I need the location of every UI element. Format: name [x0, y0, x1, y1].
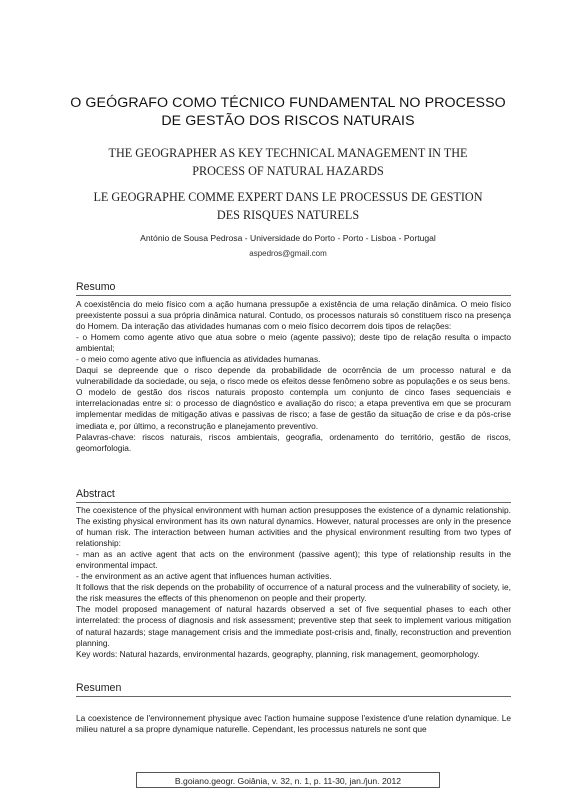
abstract-divider: [76, 502, 511, 503]
resumo-body: [76, 299, 511, 454]
journal-citation-footer: B.goiano.geogr. Goiânia, v. 32, n. 1, p. 11-30, jan./jun. 2012: [136, 772, 440, 788]
resumo-paragraph: - o Homem como agente ativo que atua sobre o meio (agente passivo); deste tipo de relação resulta o impacto ambiental;: [76, 332, 511, 354]
resumen-paragraph: La coexistence de l'environnement physique avec l'action humaine suppose l'existence d'une relation dynamique. Le milieu naturel a sa propre dynamique naturelle. Cependant, les processus naturels ne sont que: [76, 713, 511, 735]
resumo-paragraph: A coexistência do meio físico com a ação humana pressupõe a existência de uma relação dinâmica. O meio físico preexistente possui a sua própria dinâmica natural. Contudo, os processos naturais só constituem risco na presença do Homem. Da interação das atividades humanas com o meio físico decorrem dois tipos de relações:: [76, 299, 511, 332]
title-portuguese: [60, 94, 516, 130]
author-email[interactable]: aspedros@gmail.com: [249, 249, 327, 258]
resumo-heading: Resumo: [76, 281, 116, 293]
resumen-body: [76, 713, 511, 736]
abstract-paragraph: The model proposed management of natural hazards observed a set of five sequential phases to each other interrelated: the process of diagnosis and risk assessment; preventive step that seek to implement various mitigation of natural hazards; stage management crisis and the immediate post-crisis and, finally, reconstruction and prevention planning.: [76, 604, 511, 648]
abstract-paragraph: - the environment as an active agent that influences human activities.: [76, 571, 332, 582]
abstract-paragraph: It follows that the risk depends on the probability of occurrence of a natural process and the vulnerability of society, ie, the risk measures the effects of this phenomenon on people and their property.: [76, 582, 511, 604]
title-pt-line-2: DE GESTÃO DOS RISCOS NATURAIS: [161, 113, 415, 129]
resumo-paragraph: - o meio como agente ativo que influencia as atividades humanas.: [76, 354, 321, 365]
abstract-paragraph: - man as an active agent that acts on the environment (passive agent); this type of relationship results in the environmental impact.: [76, 549, 511, 571]
resumo-keywords: Palavras-chave: riscos naturais, riscos ambientais, geografia, ordenamento do território, gestão de riscos, geomorfologia.: [76, 431, 511, 453]
resumen-heading: Resumen: [76, 682, 122, 694]
abstract-keywords: Key words: Natural hazards, environmental hazards, geography, planning, risk management, geomorphology.: [76, 648, 480, 659]
title-pt-line-1: O GEÓGRAFO COMO TÉCNICO FUNDAMENTAL NO PROCESSO: [70, 95, 506, 111]
title-french: [60, 188, 516, 224]
resumo-paragraph: O modelo de gestão dos riscos naturais proposto contempla um conjunto de cinco fases sequenciais e interrelacionadas entre si: o processo de diagnóstico e avaliação do risco; a etapa preventiva em que se procuram implementar medidas de mitigação ativas e passivas de risco; a fase de gestão da situação de crise e da pós-crise imediata e, por último, a reconstrução e planejamento preventivo.: [76, 387, 511, 431]
abstract-heading: Abstract: [76, 488, 115, 500]
title-fr-line-2: DES RISQUES NATURELS: [216, 208, 360, 222]
author-affiliation: António de Sousa Pedrosa - Universidade do Porto - Porto - Lisboa - Portugal: [140, 233, 436, 243]
resumo-paragraph: Daqui se depreende que o risco depende da probabilidade de ocorrência de um processo natural e da vulnerabilidade da sociedade, ou seja, o risco mede os efeitos desse fenômeno sobre as populações e os seus bens.: [76, 365, 511, 387]
title-en-line-1: THE GEOGRAPHER AS KEY TECHNICAL MANAGEMENT IN THE: [108, 146, 468, 160]
title-en-line-2: PROCESS OF NATURAL HAZARDS: [192, 164, 384, 178]
resumo-divider: [76, 295, 511, 296]
abstract-body: [76, 505, 511, 660]
abstract-paragraph: The coexistence of the physical environment with human action presupposes the existence of a dynamic relationship. The existing physical environment has its own natural dynamics. However, natural processes are only in the presence of human risk. The interaction between human activities and the physical environment resulting from two types of relationship:: [76, 505, 511, 549]
resumen-divider: [76, 696, 511, 697]
title-english: [60, 144, 516, 180]
title-fr-line-1: LE GEOGRAPHE COMME EXPERT DANS LE PROCESSUS DE GESTION: [93, 190, 483, 204]
